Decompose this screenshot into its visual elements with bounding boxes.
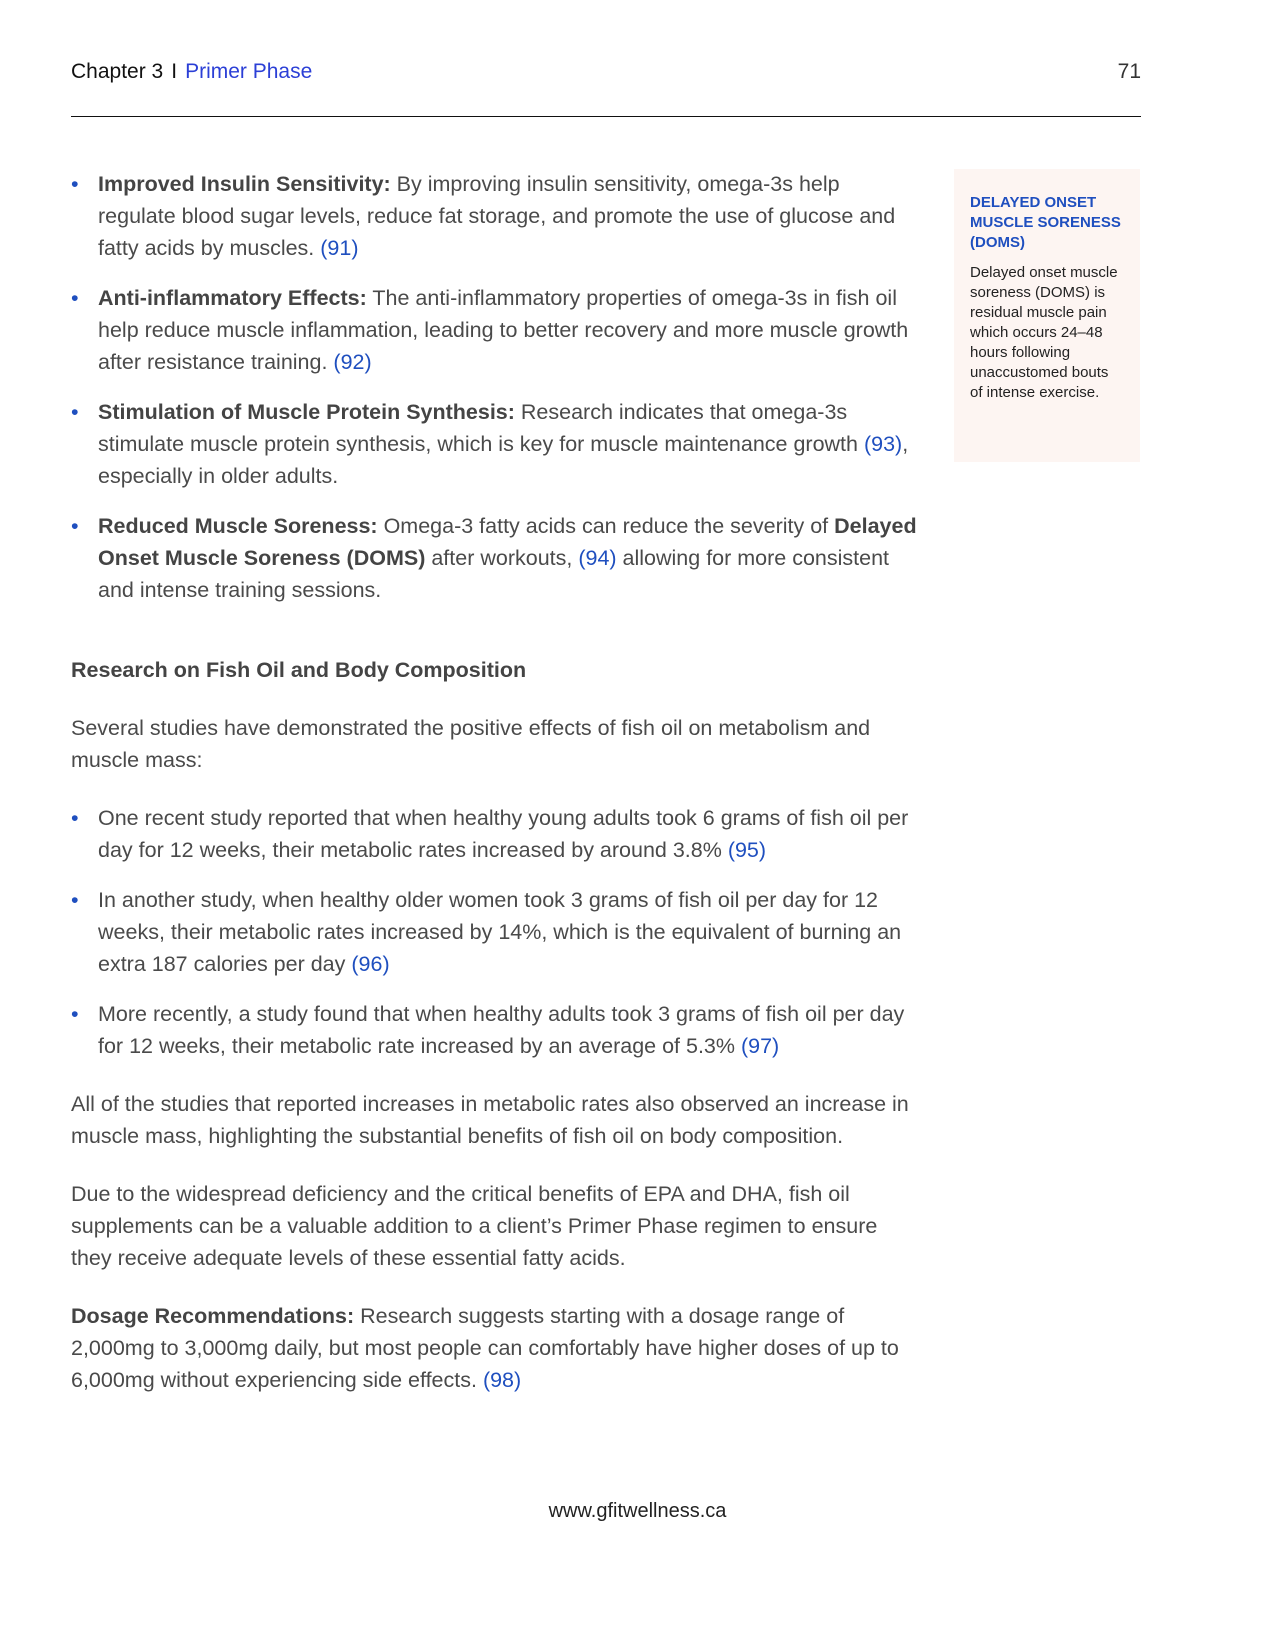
bold-text: Delayed Onset Muscle Soreness (DOMS) [98,514,917,570]
text: Due to the widespread deficiency and the critical benefits of EPA and DHA, fish oil supplements can be a valuable addition to a client’s Primer Phase regimen to ensure they receive adequate levels of these essential fatty acids. [71,1182,878,1270]
section-label: Primer Phase [185,60,313,83]
paragraph [71,1178,921,1274]
bold-text: Reduced Muscle Soreness: [98,514,378,538]
text: after workouts, [425,546,579,570]
text: Research indicates that omega-3s stimulate muscle protein synthesis, which is key for muscle maintenance growth [98,400,864,456]
text: Several studies have demonstrated the positive effects of fish oil on metabolism and muscle mass: [71,716,871,772]
dosage-paragraph [71,1300,921,1396]
separator: I [171,60,178,83]
text: More recently, a study found that when healthy adults took 3 grams of fish oil per day for 12 weeks, their metabolic rate increased by an average of 5.3% [98,1002,905,1058]
page-header [71,60,1141,117]
sidebar-title: DELAYED ONSET MUSCLE SORENESS (DOMS) [970,194,1121,251]
section-heading: Research on Fish Oil and Body Composition [71,658,527,682]
bold-text: Improved Insulin Sensitivity: [98,172,391,196]
main-content [71,168,921,1422]
list-item [71,510,921,606]
list-item [71,396,921,492]
chapter-label: Chapter 3 [71,60,164,83]
citation-link[interactable]: (94) [578,546,617,570]
list-item [71,282,921,378]
sidebar-definition-box [954,169,1140,462]
text: , especially in older adults. [98,432,909,488]
page-number: 71 [1117,60,1141,83]
paragraph [71,1088,921,1152]
list-item [71,168,921,264]
list-item [71,802,921,866]
list-item [71,998,921,1062]
text: Omega-3 fatty acids can reduce the severity of [377,514,835,538]
running-head [71,60,312,84]
bold-text: Anti-inflammatory Effects: [98,286,367,310]
text: The anti-inflammatory properties of omega-3s in fish oil help reduce muscle inflammation, leading to better recovery and more muscle growth after resistance training. [98,286,909,374]
sidebar-body: Delayed onset muscle soreness (DOMS) is residual muscle pain which occurs 24–48 hours following unaccustomed bouts of intense exercise. [970,264,1118,401]
text: One recent study reported that when healthy young adults took 6 grams of fish oil per day for 12 weeks, their metabolic rates increased by around 3.8% [98,806,909,862]
citation-link[interactable]: (93) [863,432,903,456]
bold-text: Dosage Recommendations: [71,1304,355,1328]
citation-link[interactable]: (92) [333,350,372,374]
list-item [71,884,921,980]
text: All of the studies that reported increases in metabolic rates also observed an increase in muscle mass, highlighting the substantial benefits of fish oil on body composition. [71,1092,909,1148]
citation-link[interactable]: (96) [351,952,390,976]
text: By improving insulin sensitivity, omega-3s help regulate blood sugar levels, reduce fat storage, and promote the use of glucose and fatty acids by muscles. [98,172,896,260]
citation-link[interactable]: (91) [320,236,359,260]
studies-list [71,802,921,1062]
footer-url: www.gfitwellness.ca [548,1500,727,1522]
text: In another study, when healthy older women took 3 grams of fish oil per day for 12 weeks, their metabolic rates increased by 14%, which is the equivalent of burning an extra 187 calories per day [98,888,902,976]
citation-link[interactable]: (97) [740,1034,780,1058]
benefits-list [71,168,921,606]
paragraph [71,712,921,776]
citation-link[interactable]: (98) [482,1368,522,1392]
citation-link[interactable]: (95) [727,838,767,862]
text: allowing for more consistent and intense training sessions. [98,546,890,602]
text: Research suggests starting with a dosage range of 2,000mg to 3,000mg daily, but most people can comfortably have higher doses of up to 6,000mg without experiencing side effects. [71,1304,899,1392]
bold-text: Stimulation of Muscle Protein Synthesis: [98,400,515,424]
